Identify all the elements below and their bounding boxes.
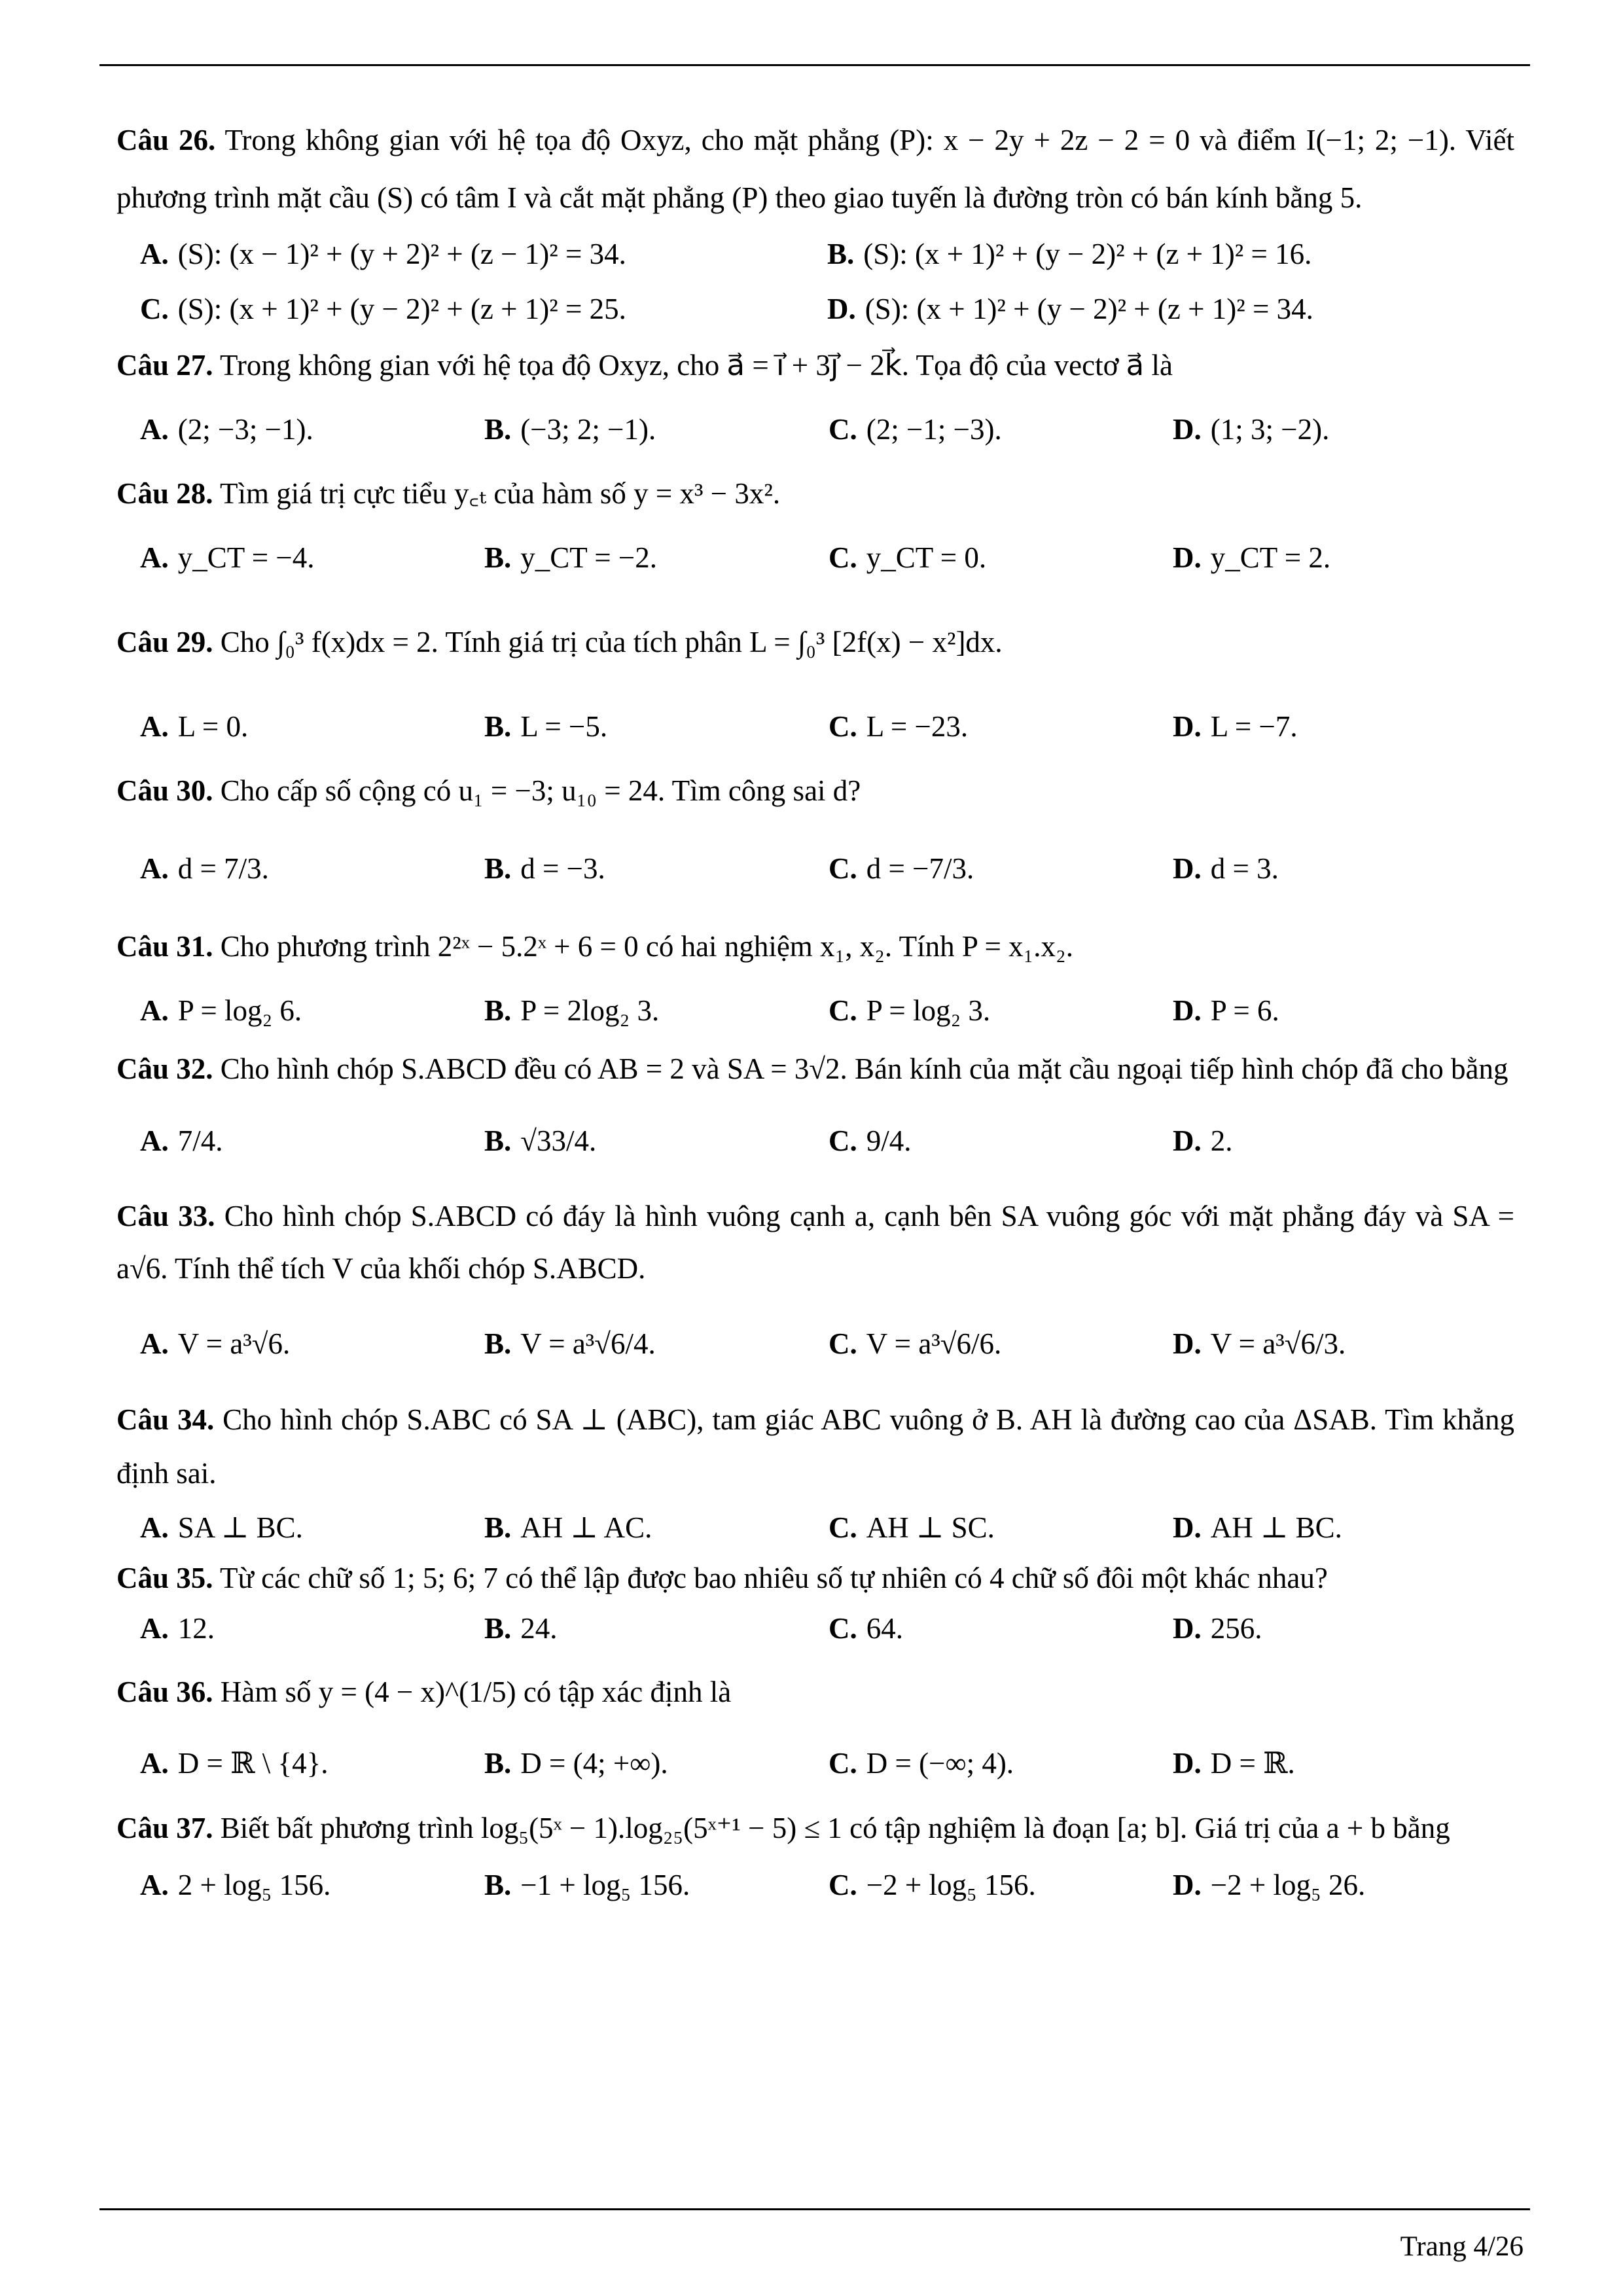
- exam-page: [116, 111, 1514, 1912]
- option-b[interactable]: [484, 411, 829, 448]
- option-label: D.: [1173, 994, 1202, 1027]
- option-text: V = a³√6/6.: [866, 1327, 1002, 1360]
- option-text: P = 6.: [1210, 994, 1279, 1027]
- option-text: −1 + log₅ 156.: [520, 1868, 690, 1901]
- option-label: C.: [829, 852, 857, 885]
- question-number: Câu 32.: [116, 1052, 213, 1085]
- option-b[interactable]: [484, 1509, 829, 1546]
- option-text: d = 7/3.: [177, 852, 269, 885]
- option-label: A.: [140, 852, 169, 885]
- question-32: [116, 1046, 1514, 1190]
- option-label: B.: [484, 1511, 512, 1544]
- question-26: [116, 111, 1514, 336]
- option-text: (S): (x + 1)² + (y − 2)² + (z + 1)² = 16.: [863, 237, 1312, 270]
- option-label: B.: [827, 237, 855, 270]
- question-37: [116, 1799, 1514, 1912]
- option-label: C.: [829, 1511, 857, 1544]
- option-a[interactable]: [116, 992, 484, 1029]
- option-label: D.: [1173, 1327, 1202, 1360]
- option-d[interactable]: [1173, 1509, 1513, 1546]
- option-text: 7/4.: [177, 1124, 223, 1157]
- question-number: Câu 26.: [116, 124, 216, 156]
- option-d[interactable]: [1173, 1325, 1513, 1362]
- option-text: V = a³√6/4.: [520, 1327, 656, 1360]
- option-label: C.: [829, 1746, 857, 1780]
- option-c[interactable]: [829, 1122, 1173, 1159]
- question-stem: [116, 111, 1514, 226]
- option-a[interactable]: [116, 539, 484, 576]
- question-28: [116, 465, 1514, 593]
- option-d[interactable]: [1173, 1610, 1513, 1647]
- question-text: Cho hình chóp S.ABCD đều có AB = 2 và SA = 3√2. Bán kính của mặt cầu ngoại tiếp hình chóp đã cho bằng: [220, 1052, 1508, 1085]
- question-number: Câu 31.: [116, 930, 213, 963]
- option-label: D.: [1173, 1611, 1202, 1645]
- options-row: [116, 975, 1514, 1046]
- question-text: Cho cấp số cộng có u₁ = −3; u₁₀ = 24. Tìm công sai d?: [220, 774, 861, 807]
- option-c[interactable]: [829, 1325, 1173, 1362]
- option-text: d = 3.: [1210, 852, 1279, 885]
- option-c[interactable]: [116, 291, 827, 327]
- option-label: C.: [829, 412, 857, 446]
- question-text: Biết bất phương trình log₅(5ˣ − 1).log₂₅(5ˣ⁺¹ − 5) ≤ 1 có tập nghiệm là đoạn [a; b]. Giá trị của a + b bằng: [220, 1812, 1450, 1844]
- option-d[interactable]: [1173, 1745, 1513, 1782]
- option-b[interactable]: [484, 850, 829, 887]
- option-label: B.: [484, 1611, 512, 1645]
- question-stem: [116, 1799, 1514, 1857]
- option-d[interactable]: [1173, 992, 1513, 1029]
- option-label: A.: [140, 1611, 169, 1645]
- question-stem: [116, 1046, 1514, 1092]
- option-text: 12.: [177, 1611, 215, 1645]
- option-label: C.: [140, 292, 169, 325]
- option-text: V = a³√6.: [177, 1327, 291, 1360]
- question-stem: [116, 593, 1514, 691]
- option-a[interactable]: [116, 236, 827, 272]
- option-text: AH ⊥ BC.: [1210, 1511, 1342, 1544]
- option-text: d = −7/3.: [866, 852, 974, 885]
- option-text: (S): (x + 1)² + (y − 2)² + (z + 1)² = 34.: [865, 292, 1313, 325]
- option-text: y_CT = 0.: [866, 541, 987, 574]
- option-label: D.: [1173, 852, 1202, 885]
- question-text: Trong không gian với hệ tọa độ Oxyz, cho mặt phẳng (P): x − 2y + 2z − 2 = 0 và điểm I(−1; 2; −1). Viết phương trình mặt cầu (S) có tâm I và cắt mặt phẳng (P) theo giao tuyến là đường tròn có bán kính bằng 5.: [116, 124, 1515, 214]
- question-text: Từ các chữ số 1; 5; 6; 7 có thể lập được bao nhiêu số tự nhiên có 4 chữ số đôi một khác nhau?: [219, 1562, 1328, 1594]
- option-text: 2.: [1210, 1124, 1233, 1157]
- options-row: [116, 1601, 1514, 1656]
- option-label: D.: [1173, 709, 1202, 743]
- option-label: B.: [484, 994, 512, 1027]
- options-row: [116, 281, 1514, 336]
- option-label: C.: [829, 541, 857, 574]
- question-stem: [116, 465, 1514, 522]
- header-rule: [99, 64, 1530, 66]
- option-text: (S): (x + 1)² + (y − 2)² + (z + 1)² = 25.: [177, 292, 626, 325]
- question-stem: [116, 1393, 1514, 1500]
- option-text: 256.: [1210, 1611, 1262, 1645]
- option-text: L = −5.: [520, 709, 608, 743]
- question-stem: [116, 1555, 1514, 1601]
- option-label: D.: [1173, 1511, 1202, 1544]
- option-c[interactable]: [829, 1610, 1173, 1647]
- option-label: B.: [484, 412, 512, 446]
- option-b[interactable]: [484, 1867, 829, 1903]
- option-label: D.: [1173, 1868, 1202, 1901]
- option-a[interactable]: [116, 1325, 484, 1362]
- option-text: D = (−∞; 4).: [866, 1746, 1014, 1780]
- option-text: 2 + log₅ 156.: [177, 1868, 331, 1901]
- option-label: A.: [140, 994, 169, 1027]
- question-stem: [116, 918, 1514, 975]
- option-label: A.: [140, 709, 169, 743]
- option-b[interactable]: [484, 539, 829, 576]
- question-31: [116, 918, 1514, 1046]
- question-number: Câu 28.: [116, 477, 213, 510]
- option-label: A.: [140, 412, 169, 446]
- option-d[interactable]: [827, 291, 1514, 327]
- option-label: B.: [484, 1327, 512, 1360]
- question-number: Câu 30.: [116, 774, 213, 807]
- option-b[interactable]: [484, 1610, 829, 1647]
- option-a[interactable]: [116, 1122, 484, 1159]
- options-row: [116, 691, 1514, 762]
- option-text: D = ℝ \ {4}.: [177, 1746, 329, 1780]
- option-label: A.: [140, 1327, 169, 1360]
- question-30: [116, 762, 1514, 918]
- option-text: (2; −3; −1).: [177, 412, 313, 446]
- option-b[interactable]: [484, 708, 829, 745]
- option-label: C.: [829, 1868, 857, 1901]
- option-text: d = −3.: [520, 852, 605, 885]
- option-label: D.: [827, 292, 856, 325]
- option-label: C.: [829, 1611, 857, 1645]
- option-a[interactable]: [116, 1509, 484, 1546]
- question-text: Cho hình chóp S.ABCD có đáy là hình vuông cạnh a, cạnh bên SA vuông góc với mặt phẳng đáy và SA = a√6. Tính thể tích V của khối chóp S.ABCD.: [116, 1200, 1515, 1285]
- option-text: L = −7.: [1210, 709, 1298, 743]
- option-label: A.: [140, 237, 169, 270]
- option-b[interactable]: [484, 1325, 829, 1362]
- option-label: D.: [1173, 1124, 1202, 1157]
- question-29: [116, 593, 1514, 762]
- option-label: C.: [829, 709, 857, 743]
- option-c[interactable]: [829, 1509, 1173, 1546]
- option-text: 64.: [866, 1611, 903, 1645]
- option-text: P = log₂ 6.: [177, 994, 302, 1027]
- option-text: AH ⊥ AC.: [520, 1511, 652, 1544]
- option-label: B.: [484, 541, 512, 574]
- option-d[interactable]: [1173, 1867, 1513, 1903]
- option-d[interactable]: [1173, 850, 1513, 887]
- question-text: Cho ∫₀³ f(x)dx = 2. Tính giá trị của tích phân L = ∫₀³ [2f(x) − x²]dx.: [220, 626, 1003, 658]
- options-row: [116, 819, 1514, 918]
- question-stem: [116, 762, 1514, 819]
- option-c[interactable]: [829, 411, 1173, 448]
- option-d[interactable]: [1173, 1122, 1513, 1159]
- option-b[interactable]: [484, 992, 829, 1029]
- option-text: AH ⊥ SC.: [866, 1511, 995, 1544]
- option-label: A.: [140, 1868, 169, 1901]
- option-label: B.: [484, 1746, 512, 1780]
- question-27: [116, 336, 1514, 465]
- option-text: P = log₂ 3.: [866, 994, 991, 1027]
- option-text: 24.: [520, 1611, 558, 1645]
- option-label: A.: [140, 1746, 169, 1780]
- question-number: Câu 36.: [116, 1676, 213, 1708]
- option-label: A.: [140, 541, 169, 574]
- question-text: Hàm số y = (4 − x)^(1/5) có tập xác định là: [220, 1676, 732, 1708]
- options-row: [116, 394, 1514, 465]
- option-label: B.: [484, 852, 512, 885]
- option-d[interactable]: [1173, 708, 1513, 745]
- question-number: Câu 29.: [116, 626, 213, 658]
- question-text: Cho phương trình 2²ˣ − 5.2ˣ + 6 = 0 có hai nghiệm x₁, x₂. Tính P = x₁.x₂.: [220, 930, 1073, 963]
- option-text: y_CT = 2.: [1210, 541, 1331, 574]
- option-label: D.: [1173, 541, 1202, 574]
- option-label: C.: [829, 1124, 857, 1157]
- question-35: [116, 1555, 1514, 1656]
- option-a[interactable]: [116, 411, 484, 448]
- option-text: (2; −1; −3).: [866, 412, 1002, 446]
- options-row: [116, 226, 1514, 281]
- question-33: [116, 1190, 1514, 1393]
- option-text: V = a³√6/3.: [1210, 1327, 1346, 1360]
- option-c[interactable]: [829, 850, 1173, 887]
- option-a[interactable]: [116, 850, 484, 887]
- question-34: [116, 1393, 1514, 1555]
- option-text: D = ℝ.: [1210, 1746, 1295, 1780]
- question-number: Câu 33.: [116, 1200, 215, 1232]
- options-row: [116, 1500, 1514, 1555]
- option-a[interactable]: [116, 1745, 484, 1782]
- option-text: P = 2log₂ 3.: [520, 994, 660, 1027]
- question-text: Cho hình chóp S.ABC có SA ⊥ (ABC), tam giác ABC vuông ở B. AH là đường cao của ΔSAB. Tìm khẳng định sai.: [116, 1403, 1514, 1490]
- option-text: (1; 3; −2).: [1210, 412, 1330, 446]
- option-a[interactable]: [116, 708, 484, 745]
- option-label: B.: [484, 1124, 512, 1157]
- option-c[interactable]: [829, 992, 1173, 1029]
- option-b[interactable]: [484, 1122, 829, 1159]
- option-label: C.: [829, 994, 857, 1027]
- option-label: B.: [484, 709, 512, 743]
- question-36: [116, 1656, 1514, 1799]
- option-label: B.: [484, 1868, 512, 1901]
- options-row: [116, 1728, 1514, 1799]
- option-label: A.: [140, 1124, 169, 1157]
- question-text: Trong không gian với hệ tọa độ Oxyz, cho a⃗ = i⃗ + 3j⃗ − 2k⃗. Tọa độ của vectơ a⃗ là: [219, 349, 1173, 382]
- option-d[interactable]: [1173, 411, 1513, 448]
- option-label: D.: [1173, 1746, 1202, 1780]
- options-row: [116, 1092, 1514, 1190]
- question-stem: [116, 1190, 1514, 1295]
- option-label: A.: [140, 1511, 169, 1544]
- option-text: SA ⊥ BC.: [177, 1511, 303, 1544]
- option-b[interactable]: [827, 236, 1514, 272]
- option-a[interactable]: [116, 1867, 484, 1903]
- option-text: −2 + log₅ 156.: [866, 1868, 1036, 1901]
- option-label: D.: [1173, 412, 1202, 446]
- question-stem: [116, 336, 1514, 394]
- option-label: C.: [829, 1327, 857, 1360]
- option-text: √33/4.: [520, 1124, 597, 1157]
- page-number: Trang 4/26: [1400, 2231, 1524, 2262]
- question-text: Tìm giá trị cực tiểu y꜀ₜ của hàm số y = x³ − 3x².: [219, 477, 781, 510]
- option-text: −2 + log₅ 26.: [1210, 1868, 1366, 1901]
- option-d[interactable]: [1173, 539, 1513, 576]
- option-text: L = 0.: [177, 709, 249, 743]
- option-text: (S): (x − 1)² + (y + 2)² + (z − 1)² = 34.: [177, 237, 626, 270]
- option-text: L = −23.: [866, 709, 969, 743]
- option-c[interactable]: [829, 1745, 1173, 1782]
- option-text: y_CT = −2.: [520, 541, 657, 574]
- question-number: Câu 27.: [116, 349, 213, 382]
- question-number: Câu 35.: [116, 1562, 213, 1594]
- option-text: (−3; 2; −1).: [520, 412, 656, 446]
- option-text: y_CT = −4.: [177, 541, 315, 574]
- option-c[interactable]: [829, 539, 1173, 576]
- question-number: Câu 34.: [116, 1403, 215, 1436]
- option-b[interactable]: [484, 1745, 829, 1782]
- options-row: [116, 522, 1514, 593]
- footer-rule: [99, 2208, 1530, 2210]
- question-stem: [116, 1656, 1514, 1728]
- options-row: [116, 1857, 1514, 1912]
- option-text: D = (4; +∞).: [520, 1746, 668, 1780]
- option-c[interactable]: [829, 708, 1173, 745]
- option-text: 9/4.: [866, 1124, 912, 1157]
- option-a[interactable]: [116, 1610, 484, 1647]
- question-number: Câu 37.: [116, 1812, 213, 1844]
- option-c[interactable]: [829, 1867, 1173, 1903]
- options-row: [116, 1295, 1514, 1393]
